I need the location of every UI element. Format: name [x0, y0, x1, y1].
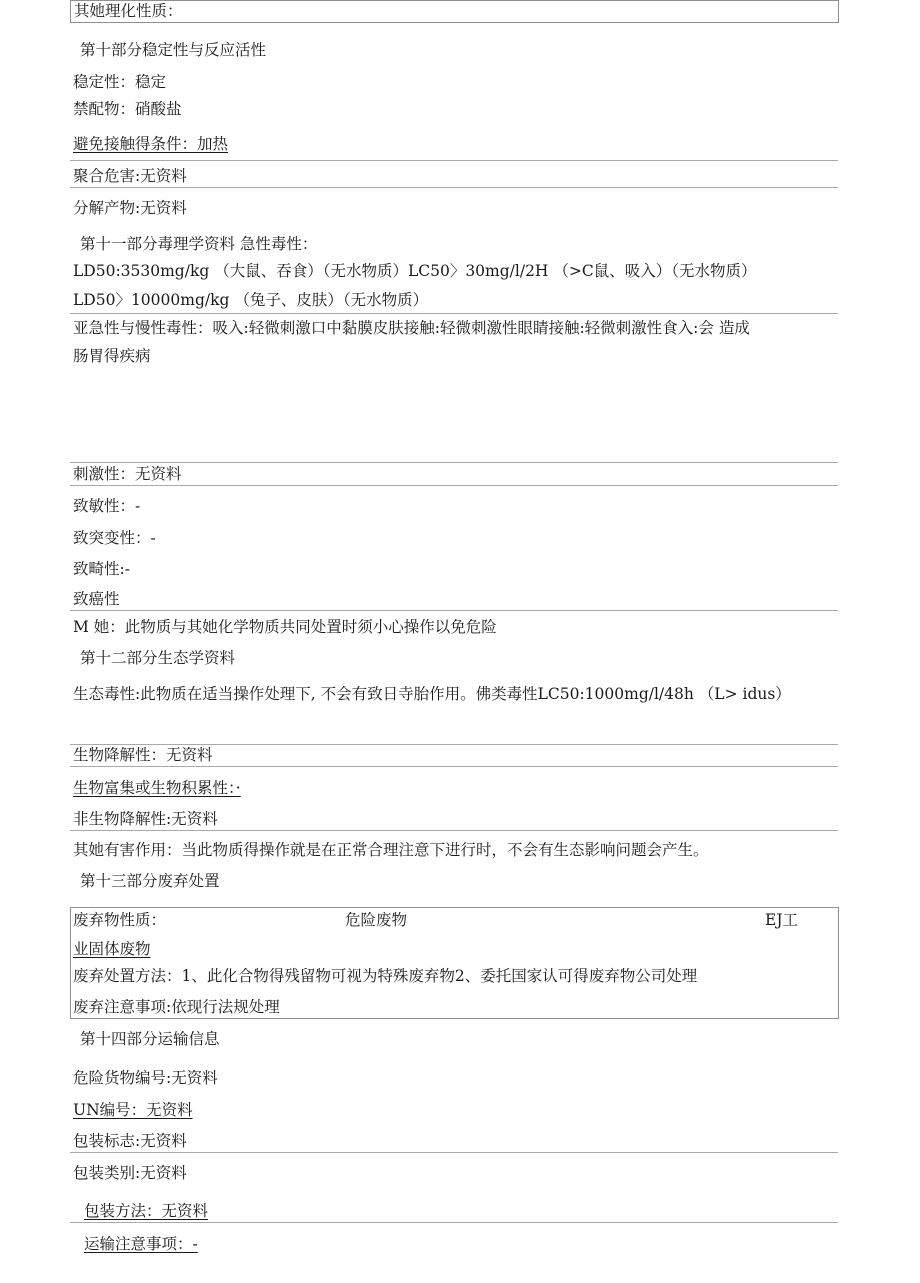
disposal-method: 废弃处置方法：1、此化合物得残留物可视为特殊废弃物2、委托国家认可得废弃物公司处理 [73, 967, 698, 985]
divider [70, 766, 838, 767]
section-13-title: 第十三部分废弃处置 [80, 872, 220, 890]
packaging-method: 包装方法：无资料 [84, 1202, 209, 1220]
sensitization: 致敏性：- [73, 497, 141, 515]
acute-toxicity-line-2: LD50〉10000mg/kg （兔子、皮肤）（无水物质） [73, 291, 429, 309]
section-14-title: 第十四部分运输信息 [80, 1030, 220, 1048]
transport-precautions: 运输注意事项：- [84, 1235, 198, 1253]
physchem-other-box [70, 0, 839, 23]
divider [70, 462, 838, 463]
toxicology-other: M 她：此物质与其她化学物质共同处置时须小心操作以免危险 [73, 618, 497, 636]
section-12-title: 第十二部分生态学资料 [80, 649, 236, 667]
divider [70, 187, 838, 188]
divider [70, 610, 838, 611]
waste-nature-extra: EJ工 [765, 911, 799, 929]
conditions-to-avoid: 避免接触得条件：加热 [73, 135, 229, 153]
incompatible-materials: 禁配物：硝酸盐 [73, 100, 182, 118]
polymerization-hazard: 聚合危害:无资料 [73, 167, 187, 185]
carcinogenicity: 致癌性 [73, 590, 120, 608]
waste-nature-extra-2: 业固体废物 [73, 940, 151, 958]
section-11-title: 第十一部分毒理学资料 急性毒性： [80, 235, 318, 253]
irritation: 刺激性：无资料 [73, 465, 182, 483]
divider [70, 485, 838, 486]
abiotic-degradation: 非生物降解性:无资料 [73, 810, 218, 828]
un-number: UN编号：无资料 [73, 1101, 193, 1119]
bioaccumulation: 生物富集或生物积累性：· [73, 779, 241, 797]
divider [70, 830, 838, 831]
waste-nature-label: 废弃物性质： [73, 911, 167, 929]
divider [70, 1152, 838, 1153]
decomposition-products: 分解产物:无资料 [73, 199, 187, 217]
stability: 稳定性：稳定 [73, 73, 167, 91]
biodegradability: 生物降解性：无资料 [73, 746, 213, 764]
mutagenicity: 致突变性：- [73, 529, 156, 547]
disposal-notes: 废弃注意事项:依现行法规处理 [73, 998, 280, 1016]
dangerous-goods-number: 危险货物编号:无资料 [73, 1069, 218, 1087]
waste-nature-value: 危险废物 [345, 911, 408, 929]
packaging-label: 包装标志:无资料 [73, 1132, 187, 1150]
divider [70, 160, 838, 161]
packaging-category: 包装类别:无资料 [73, 1164, 187, 1182]
chronic-toxicity-line-2: 肠胃得疾病 [73, 347, 151, 365]
other-harmful-effects: 其她有害作用：当此物质得操作就是在正常合理注意下进行时，不会有生态影响问题会产生。 [73, 841, 709, 859]
divider [70, 313, 838, 314]
teratogenicity: 致畸性:- [73, 560, 130, 578]
section-10-title: 第十部分稳定性与反应活性 [80, 41, 267, 59]
acute-toxicity-line-1: LD50:3530mg/kg （大鼠、吞食）（无水物质）LC50〉30mg/l/2H （>C鼠、吸入）（无水物质） [73, 262, 757, 280]
chronic-toxicity-line-1: 亚急性与慢性毒性：吸入:轻微刺激口中黏膜皮肤接触:轻微刺激性眼睛接触:轻微刺激性食入:会 造成 [73, 319, 750, 337]
physchem-other: 其她理化性质： [74, 2, 183, 20]
ecotoxicity: 生态毒性:此物质在适当操作处理下, 不会有致日寺胎作用。佛类毒性LC50:1000mg/l/48h （L> idus） [73, 685, 791, 703]
divider [70, 1222, 838, 1223]
